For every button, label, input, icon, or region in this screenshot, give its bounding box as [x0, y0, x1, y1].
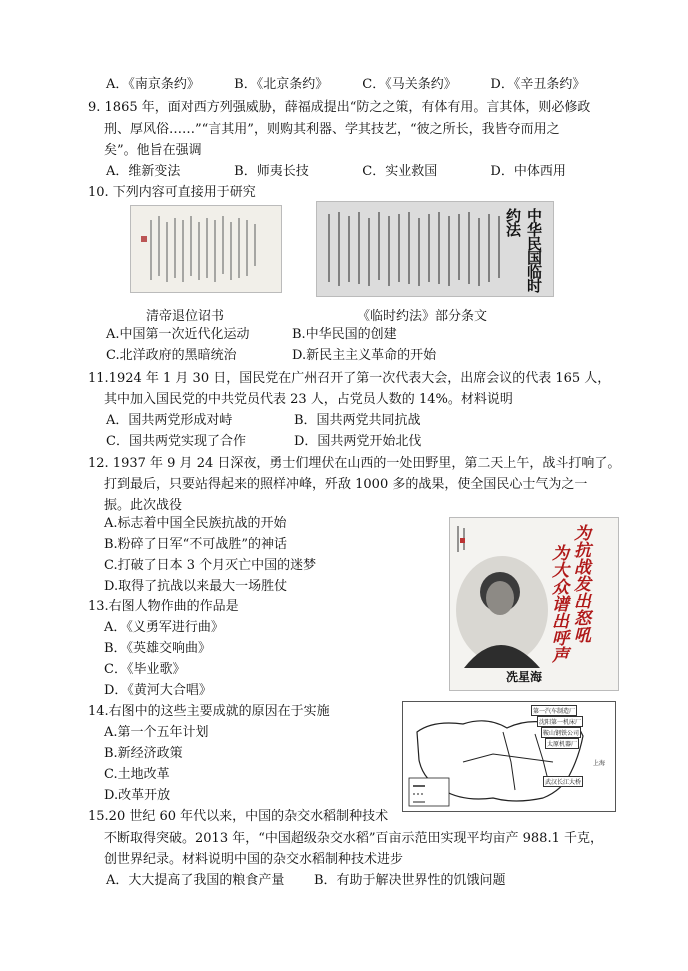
- q12-line-1: 12. 1937 年 9 月 24 日深夜，勇士们埋伏在山西的一处田野里，第二天上午，战斗打响了。: [88, 456, 621, 471]
- q10-option-c: C.北洋政府的黑暗统治: [106, 348, 237, 363]
- q8-option-b: B．《北京条约》: [234, 77, 329, 92]
- q11-line-1: 11.1924 年 1 月 30 日，国民党在广州召开了第一次代表大会，出席会议的代表 165 人，: [88, 371, 611, 386]
- abdication-edict-image: [130, 205, 282, 293]
- q12-option-b: B.粉碎了日军“不可战胜”的神话: [104, 537, 287, 552]
- map-outline: [403, 702, 615, 811]
- q9-option-d: D．中体西用: [490, 164, 566, 179]
- edict-caption: 清帝退位诏书: [146, 309, 225, 324]
- q13-option-d: D．《黄河大合唱》: [104, 683, 212, 698]
- q10-option-a: A.中国第一次近代化运动: [106, 327, 250, 342]
- q9-option-c: C．实业救国: [362, 164, 438, 179]
- map-label-anshan-steel: 鞍山钢铁公司: [541, 727, 581, 738]
- map-label-shanghai: 上海: [593, 760, 606, 767]
- q14-option-a: A.第一个五年计划: [104, 725, 209, 740]
- portrait-slogan-1: 为抗战发出怒吼: [570, 524, 590, 643]
- q9-option-b: B．师夷长技: [234, 164, 309, 179]
- q12-line-3: 振。此次战役: [104, 498, 183, 513]
- q14-option-b: B.新经济政策: [104, 746, 183, 761]
- q8-options: [106, 76, 585, 94]
- xian-xinghai-portrait: [449, 517, 619, 691]
- q14-option-d: D.改革开放: [104, 788, 171, 803]
- q12-line-2: 打到最后，只要站得起来的照样冲峰，歼敌 1000 多的战果，使全国民心士气为之一: [104, 477, 588, 492]
- q8-option-d: D．《辛丑条约》: [490, 77, 586, 92]
- q10-option-b: B.中华民国的创建: [292, 327, 397, 342]
- q13-stem: 13.右图人物作曲的作品是: [88, 599, 239, 614]
- map-label-wuhan-bridge: 武汉长江大桥: [543, 776, 583, 787]
- constitution-caption: 《临时约法》部分条文: [357, 309, 488, 324]
- china-achievements-map: [402, 701, 616, 812]
- q9-line-2: 刑、厚风俗……”“言其用”，则购其利器、学其技艺，“彼之所长，我皆夺而用之: [104, 122, 560, 137]
- q13-option-c: C．《毕业歌》: [104, 662, 186, 677]
- q8-option-c: C．《马关条约》: [362, 77, 457, 92]
- constitution-title-text: 中华民国临时约法: [504, 208, 543, 292]
- q10-stem: 10. 下列内容可直接用于研究: [88, 185, 256, 200]
- portrait-name: 冼星海: [506, 670, 543, 684]
- q11-line-2: 其中加入国民党的中共党员代表 23 人，占党员人数的 14%。材料说明: [104, 392, 513, 407]
- q13-option-a: A．《义勇军进行曲》: [104, 620, 224, 635]
- q10-option-d: D.新民主主义革命的开始: [292, 348, 437, 363]
- q14-stem: 14.右图中的这些主要成就的原因在于实施: [88, 704, 330, 719]
- q15-line-2: 不断取得突破。2013 年，“中国超级杂交水稻”百亩示范田实现平均亩产 988.1 千克，: [104, 831, 603, 846]
- map-label-auto-plant: 第一汽车制造厂: [531, 705, 577, 716]
- q9-line-3: 矣”。他旨在强调: [104, 143, 202, 158]
- q15-option-a: A．大大提高了我国的粮食产量: [106, 873, 285, 888]
- q11-option-c: C．国共两党实现了合作: [106, 434, 246, 449]
- q11-option-d: D．国共两党开始北伐: [294, 434, 422, 449]
- map-label-shenyang-machine: 沈阳第一机床厂: [537, 716, 583, 727]
- q9-line-1: 9. 1865 年，面对西方列强威胁，薛福成提出“防之之策，有体有用。言其体，则必修政: [88, 100, 591, 115]
- q12-option-c: C.打破了日本 3 个月灭亡中国的迷梦: [104, 558, 317, 573]
- q11-option-b: B．国共两党共同抗战: [294, 413, 421, 428]
- q15-line-3: 创世界纪录。材料说明中国的杂交水稻制种技术进步: [104, 852, 404, 867]
- q14-option-c: C.土地改革: [104, 767, 170, 782]
- q15-line-1: 15.20 世纪 60 年代以来，中国的杂交水稻制种技术: [88, 809, 389, 824]
- provisional-constitution-image: [316, 201, 554, 297]
- q15-option-b: B．有助于解决世界性的饥饿问题: [314, 873, 506, 888]
- map-label-taiyuan-machine: 太原机器厂: [545, 738, 579, 749]
- q9-option-a: A．维新变法: [106, 164, 181, 179]
- q12-option-d: D.取得了抗战以来最大一场胜仗: [104, 579, 288, 594]
- portrait-slogan-2: 为大众谱出呼声: [548, 544, 568, 663]
- q13-option-b: B．《英雄交响曲》: [104, 641, 212, 656]
- q11-option-a: A．国共两党形成对峙: [106, 413, 233, 428]
- edict-script-lines: [131, 206, 281, 292]
- q12-option-a: A.标志着中国全民族抗战的开始: [104, 516, 287, 531]
- q8-option-a: A．《南京条约》: [106, 77, 200, 92]
- q9-options: [106, 163, 566, 181]
